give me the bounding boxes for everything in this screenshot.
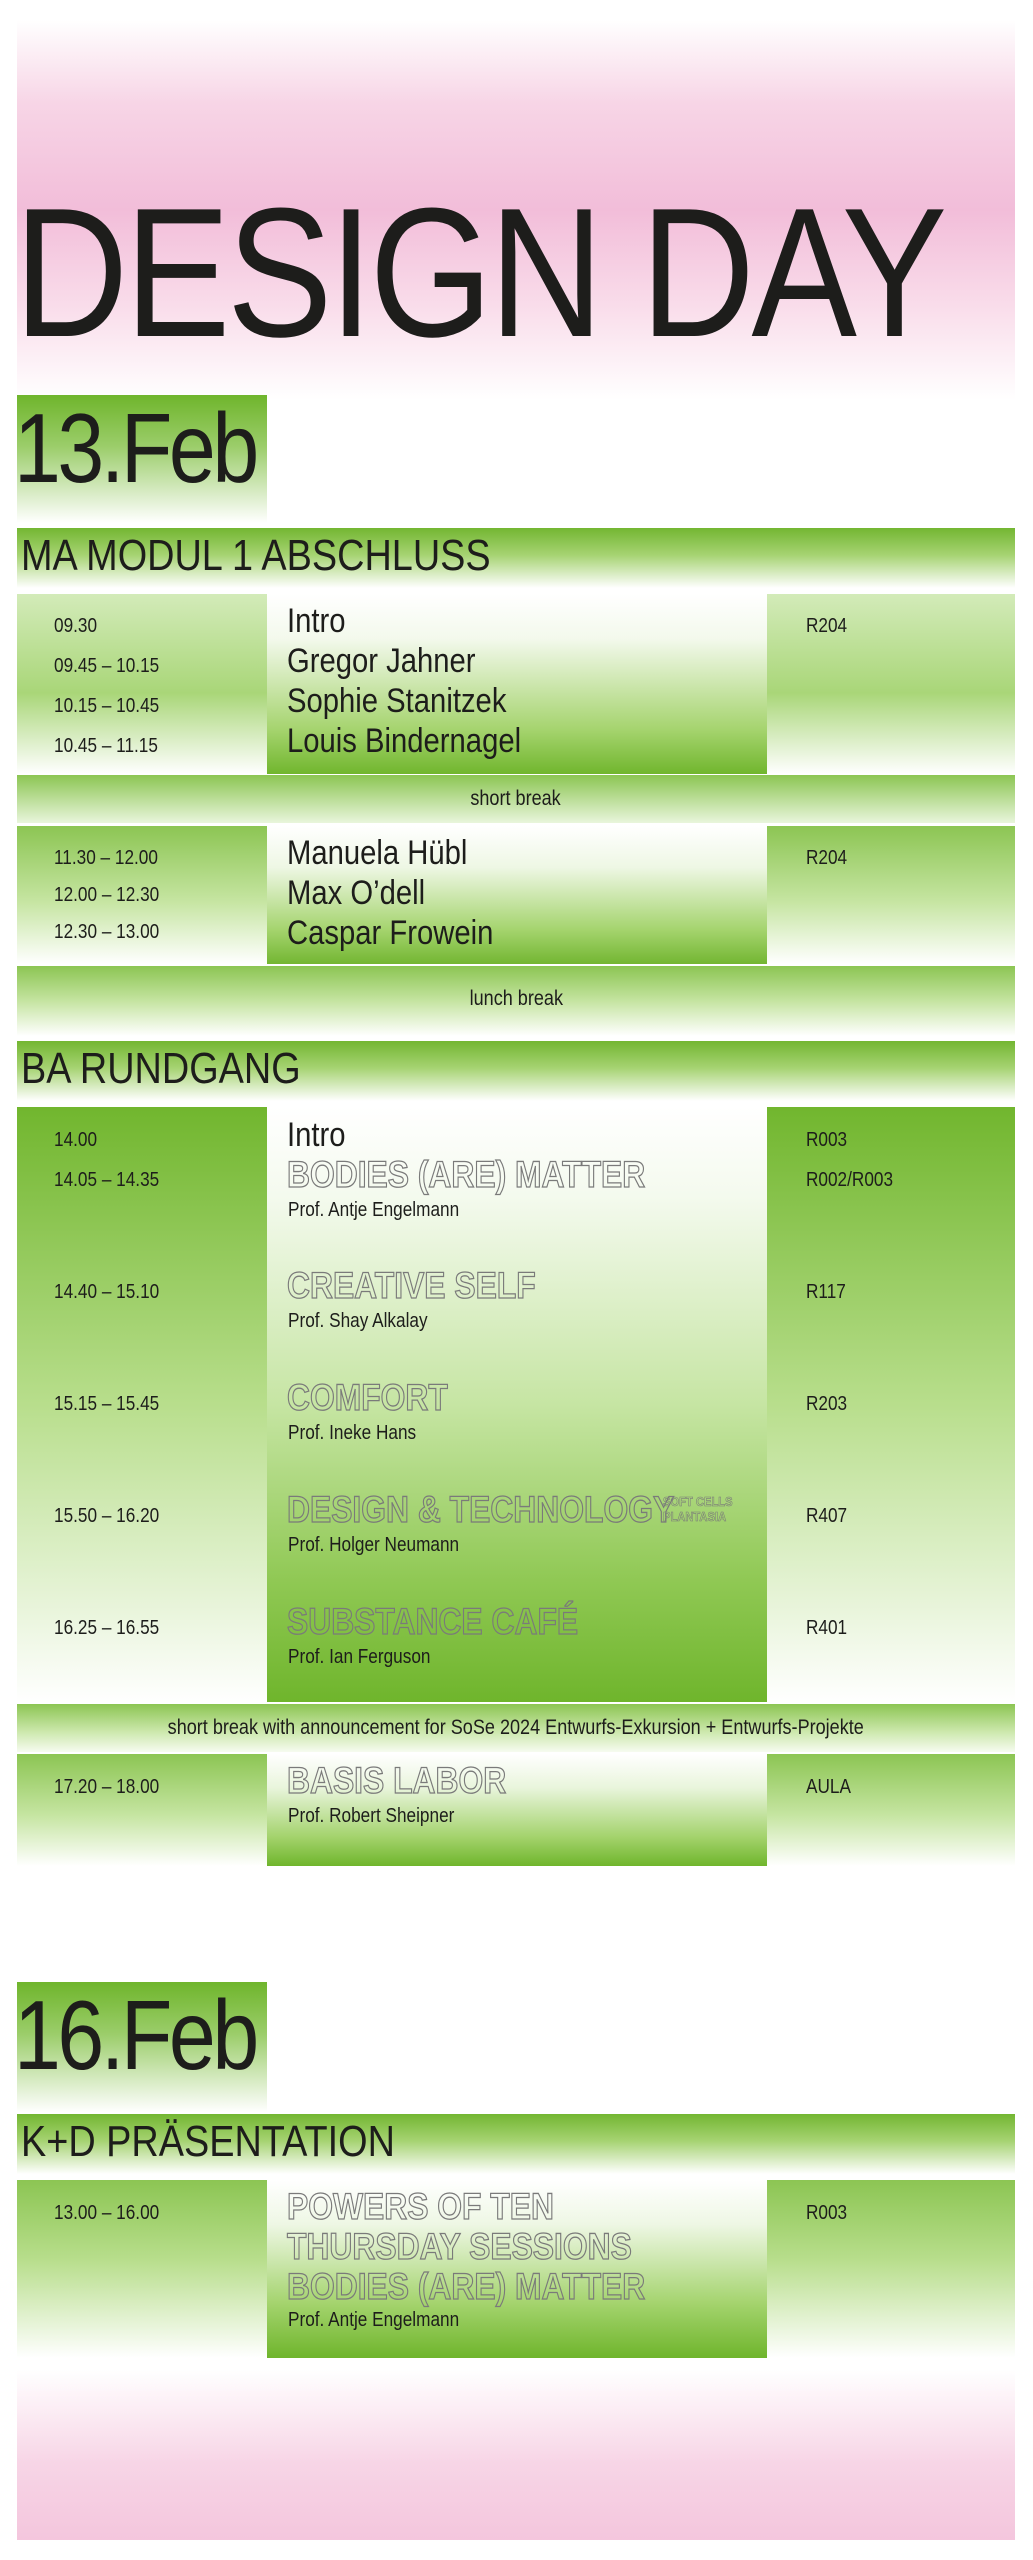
time-slot: 15.50 – 16.20: [54, 1505, 160, 1527]
program-title: Intro: [287, 1116, 346, 1154]
professor-name: Prof. Ineke Hans: [288, 1422, 417, 1444]
presenter-name: Caspar Frowein: [287, 914, 494, 952]
lunch-break-bar: lunch break: [17, 966, 1015, 1036]
time-slot: 11.30 – 12.00: [54, 847, 158, 869]
presenter-name: Gregor Jahner: [287, 642, 476, 680]
time-slot: 12.00 – 12.30: [54, 884, 160, 906]
presenter-name: Sophie Stanitzek: [287, 682, 507, 720]
time-slot: 14.00: [54, 1129, 98, 1151]
program-title: POWERS OF TEN: [287, 2186, 554, 2227]
room-label: R117: [806, 1281, 846, 1303]
presenter-name: Intro: [287, 602, 346, 640]
room-label: R002/R003: [806, 1169, 894, 1191]
professor-name: Prof. Robert Sheipner: [288, 1805, 455, 1827]
program-title: BODIES (ARE) MATTER: [287, 2266, 646, 2307]
program-title: THURSDAY SESSIONS: [287, 2226, 632, 2267]
footer-pink-band: [17, 2370, 1015, 2540]
subtitle-label: PLANTASIA: [663, 1509, 727, 1524]
professor-name: Prof. Antje Engelmann: [288, 2309, 460, 2331]
date-heading-day2: 16.Feb: [17, 1982, 267, 2112]
section-header-ma-modul: MA MODUL 1 ABSCHLUSS: [17, 528, 1015, 588]
subtitle-label: SOFT CELLS: [663, 1494, 733, 1509]
section-header-ba-rundgang: BA RUNDGANG: [17, 1041, 1015, 1101]
presenter-name: Louis Bindernagel: [287, 722, 522, 760]
professor-name: Prof. Ian Ferguson: [288, 1646, 431, 1668]
professor-name: Prof. Shay Alkalay: [288, 1310, 428, 1332]
time-slot: 09.30: [54, 615, 98, 637]
room-label: R204: [806, 615, 848, 637]
time-slot: 10.15 – 10.45: [54, 695, 160, 717]
page-title: DESIGN DAY: [14, 169, 944, 375]
presenter-name: Manuela Hübl: [287, 834, 468, 872]
program-title: CREATIVE SELF: [287, 1265, 536, 1306]
room-label: R203: [806, 1393, 848, 1415]
room-label: R003: [806, 1129, 848, 1151]
time-slot: 17.20 – 18.00: [54, 1776, 160, 1798]
program-title: SUBSTANCE CAFÉ: [287, 1601, 579, 1642]
presenter-name: Max O’dell: [287, 874, 426, 912]
room-label: R407: [806, 1505, 848, 1527]
date-heading-day1: 13.Feb: [17, 395, 267, 523]
room-label: R003: [806, 2202, 848, 2224]
short-break-bar: short break: [17, 775, 1015, 823]
time-slot: 14.05 – 14.35: [54, 1169, 160, 1191]
time-slot: 13.00 – 16.00: [54, 2202, 160, 2224]
section-header-kd-praesentation: K+D PRÄSENTATION: [17, 2114, 1015, 2174]
program-title: BASIS LABOR: [287, 1760, 507, 1801]
room-label: R401: [806, 1617, 848, 1639]
program-title: BODIES (ARE) MATTER: [287, 1154, 646, 1195]
time-slot: 12.30 – 13.00: [54, 921, 160, 943]
time-slot: 14.40 – 15.10: [54, 1281, 160, 1303]
program-title: DESIGN & TECHNOLOGY: [287, 1489, 675, 1530]
room-label: AULA: [806, 1776, 851, 1798]
time-slot: 16.25 – 16.55: [54, 1617, 160, 1639]
room-label: R204: [806, 847, 848, 869]
professor-name: Prof. Antje Engelmann: [288, 1199, 460, 1221]
program-title: COMFORT: [287, 1377, 448, 1418]
break-announcement-bar: short break with announcement for SoSe 2024 Entwurfs-Exkursion + Entwurfs-Projekte: [17, 1704, 1015, 1752]
time-slot: 15.15 – 15.45: [54, 1393, 160, 1415]
time-slot: 09.45 – 10.15: [54, 655, 160, 677]
professor-name: Prof. Holger Neumann: [288, 1534, 460, 1556]
time-slot: 10.45 – 11.15: [54, 735, 158, 757]
